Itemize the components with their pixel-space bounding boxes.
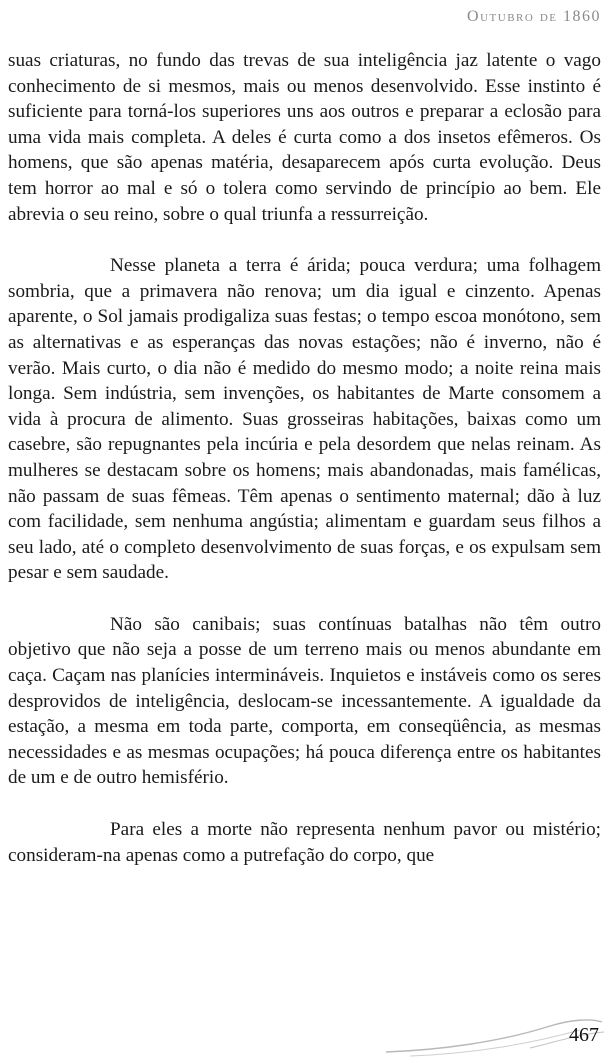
paragraph: Não são canibais; suas contínuas batalhas não têm outro objetivo que não seja a posse de um terreno mais ou menos abundante em caça. Caçam nas planícies intermináveis. Inquietos e instáveis como os seres desprovidos de inteligência, deslocam-se incessantemente. A igualdade da estação, a mesma em toda parte, comporta, em conseqüência, as mesmas necessidades e as mesmas ocupações; há pouca diferença entre os habitantes de um e de outro hemisfério. <box>8 613 601 789</box>
page-number: 467 <box>569 1024 599 1046</box>
paragraph: Para eles a morte não representa nenhum pavor ou mistério; consideram-na apenas como a putrefação do corpo, que <box>8 819 601 866</box>
body-text <box>8 48 601 868</box>
running-head: Outubro de 1860 <box>467 8 601 25</box>
paragraph: Nesse planeta a terra é árida; pouca verdura; uma folhagem sombria, que a primavera não renova; um dia igual e cinzento. Apenas aparente, o Sol jamais prodigaliza suas festas; o tempo escoa monótono, sem as alternativas e as esperanças das novas estações; não é inverno, não é verão. Mais curto, o dia não é medido do mesmo modo; a noite reina mais longa. Sem indústria, sem invenções, os habitantes de Marte consomem a vida à procura de alimento. Suas grosseiras habitações, baixas como um casebre, são repugnantes pela incúria e pela desordem que nelas reinam. As mulheres se destacam sobre os homens; mais abandonadas, mais famélicas, não passam de suas fêmeas. Têm apenas o sentimento maternal; dão à luz com facilidade, sem nenhuma angústia; alimentam e guardam seus filhos a seu lado, até o completo desenvolvimento de suas forças, e os expulsam sem pesar e sem saudade. <box>8 255 601 584</box>
paragraph: suas criaturas, no fundo das trevas de sua inteligência jaz latente o vago conhecimento de si mesmos, mais ou menos desenvolvido. Esse instinto é suficiente para torná-los superiores uns aos outros e preparar a eclosão para uma vida mais completa. A deles é curta como a dos insetos efêmeros. Os homens, que são apenas matéria, desaparecem após curta evolução. Deus tem horror ao mal e só o tolera como servindo de princípio ao bem. Ele abrevia o seu reino, sobre o qual triunfa a ressurreição. <box>8 50 601 225</box>
